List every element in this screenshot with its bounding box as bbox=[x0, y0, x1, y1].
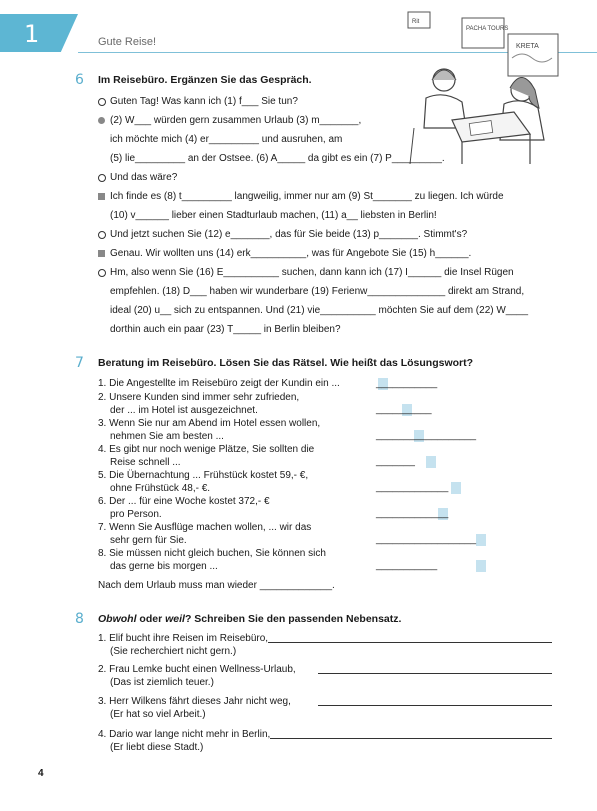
riddle-question: 3. Wenn Sie nur am Abend im Hotel essen wollen, bbox=[98, 418, 321, 429]
sentence-main: 4. Dario war lange nicht mehr in Berlin, bbox=[98, 729, 271, 740]
answer-line[interactable] bbox=[270, 738, 552, 739]
answer-line[interactable] bbox=[268, 642, 552, 643]
dialogue-line: Hm, also wenn Sie (16) E__________ suchen, dann kann ich (17) I______ die Insel Rügen bbox=[110, 267, 514, 278]
riddle-answer-blank: ___________ bbox=[376, 378, 438, 389]
riddle-answer-blank: __________________ bbox=[376, 430, 477, 441]
speaker-circle-marker bbox=[98, 98, 106, 106]
riddle-answer-blank: __________________ bbox=[376, 534, 477, 545]
riddle-answer-blank: ___________ bbox=[376, 560, 438, 571]
speaker-circle-marker bbox=[98, 231, 106, 239]
exercise-6-number: 6 bbox=[75, 72, 84, 88]
riddle-question: 6. Der ... für eine Woche kostet 372,- € bbox=[98, 496, 270, 507]
answer-line[interactable] bbox=[318, 673, 552, 674]
solution-letter-box bbox=[476, 534, 486, 546]
title-rest: ? Schreiben Sie den passenden Nebensatz. bbox=[184, 613, 402, 625]
riddle-question-cont: ohne Frühstück 48,- €. bbox=[110, 483, 211, 494]
sign-rit: Rit bbox=[412, 19, 420, 25]
speaker-circle-marker bbox=[98, 174, 106, 182]
dialogue-line: Und jetzt suchen Sie (12) e_______, das für Sie beide (13) p_______. Stimmt's? bbox=[110, 229, 468, 240]
exercise-8-number: 8 bbox=[75, 611, 84, 627]
chapter-title: Gute Reise! bbox=[98, 36, 157, 48]
title-obwohl: Obwohl bbox=[98, 613, 137, 625]
solution-word-line: Nach dem Urlaub muss man wieder _____________. bbox=[98, 580, 335, 591]
riddle-question: 7. Wenn Sie Ausflüge machen wollen, ... wir das bbox=[98, 522, 312, 533]
sentence-hint: (Er liebt diese Stadt.) bbox=[110, 742, 204, 753]
riddle-question-cont: Reise schnell ... bbox=[110, 457, 181, 468]
title-weil: weil bbox=[165, 613, 185, 625]
answer-line[interactable] bbox=[318, 705, 552, 706]
sentence-main: 3. Herr Wilkens fährt dieses Jahr nicht weg, bbox=[98, 696, 291, 707]
exercise-7-number: 7 bbox=[75, 355, 84, 371]
sentence-main: 1. Elif bucht ihre Reisen im Reisebüro, bbox=[98, 633, 269, 644]
dialogue-line: (2) W___ würden gern zusammen Urlaub (3) m_______, bbox=[110, 115, 362, 126]
exercise-7-title: Beratung im Reisebüro. Lösen Sie das Rätsel. Wie heißt das Lösungswort? bbox=[98, 357, 474, 369]
dialogue-line: Und das wäre? bbox=[110, 172, 178, 183]
sign-kreta: KRETA bbox=[516, 43, 539, 50]
riddle-answer-blank: __________ bbox=[376, 404, 432, 415]
sign-pacha-tours: PACHA TOURS bbox=[466, 26, 509, 32]
solution-letter-box bbox=[476, 560, 486, 572]
riddle-question-cont: sehr gern für Sie. bbox=[110, 535, 187, 546]
dialogue-line: ich möchte mich (4) er_________ und ausruhen, am bbox=[110, 134, 343, 145]
riddle-question-cont: nehmen Sie am besten ... bbox=[110, 431, 224, 442]
solution-letter-box bbox=[451, 482, 461, 494]
dialogue-line: (5) lie_________ an der Ostsee. (6) A_____ da gibt es ein (7) P_________. bbox=[110, 153, 445, 164]
sentence-hint: (Sie recherchiert nicht gern.) bbox=[110, 646, 237, 657]
sentence-main: 2. Frau Lemke bucht einen Wellness-Urlaub, bbox=[98, 664, 296, 675]
riddle-question-cont: das gerne bis morgen ... bbox=[110, 561, 218, 572]
riddle-question: 2. Unsere Kunden sind immer sehr zufrieden, bbox=[98, 392, 300, 403]
dialogue-line: Guten Tag! Was kann ich (1) f___ Sie tun? bbox=[110, 96, 298, 107]
dialogue-line: Genau. Wir wollten uns (14) erk__________, was für Angebote Sie (15) h______. bbox=[110, 248, 472, 259]
speaker-dot-marker bbox=[98, 117, 105, 124]
dialogue-line: Ich finde es (8) t_________ langweilig, immer nur am (9) St_______ zu liegen. Ich würde bbox=[110, 191, 504, 202]
dialogue-line: (10) v______ lieber einen Stadturlaub machen, (11) a__ liebsten in Berlin! bbox=[110, 210, 437, 221]
riddle-question-cont: pro Person. bbox=[110, 509, 162, 520]
riddle-answer-blank: _____________ bbox=[376, 508, 449, 519]
exercise-8-title bbox=[98, 613, 401, 625]
riddle-question: 4. Es gibt nur noch wenige Plätze, Sie sollten die bbox=[98, 444, 315, 455]
title-oder: oder bbox=[136, 613, 166, 625]
exercise-6-title: Im Reisebüro. Ergänzen Sie das Gespräch. bbox=[98, 74, 312, 86]
chapter-number: 1 bbox=[24, 20, 40, 48]
dialogue-line: empfehlen. (18) D___ haben wir wunderbare (19) Ferienw______________ direkt am Strand, bbox=[110, 286, 525, 297]
sentence-hint: (Er hat so viel Arbeit.) bbox=[110, 709, 206, 720]
travel-agency-illustration bbox=[404, 8, 564, 166]
riddle-answer-blank: _____________ bbox=[376, 482, 449, 493]
riddle-answer-blank: _______ bbox=[376, 456, 415, 467]
riddle-question: 5. Die Übernachtung ... Frühstück kostet 59,- €, bbox=[98, 470, 309, 481]
page-number: 4 bbox=[38, 768, 44, 779]
sentence-hint: (Das ist ziemlich teuer.) bbox=[110, 677, 214, 688]
riddle-question-cont: der ... im Hotel ist ausgezeichnet. bbox=[110, 405, 258, 416]
riddle-question: 1. Die Angestellte im Reisebüro zeigt der Kundin ein ... bbox=[98, 378, 340, 389]
solution-letter-box bbox=[426, 456, 436, 468]
dialogue-line: dorthin auch ein paar (23) T_____ in Berlin bleiben? bbox=[110, 324, 341, 335]
riddle-question: 8. Sie müssen nicht gleich buchen, Sie können sich bbox=[98, 548, 326, 559]
speaker-square-marker bbox=[98, 193, 105, 200]
speaker-square-marker bbox=[98, 250, 105, 257]
speaker-circle-marker bbox=[98, 269, 106, 277]
dialogue-line: ideal (20) u__ sich zu entspannen. Und (21) vie__________ möchten Sie auf dem (22) W____ bbox=[110, 305, 529, 316]
